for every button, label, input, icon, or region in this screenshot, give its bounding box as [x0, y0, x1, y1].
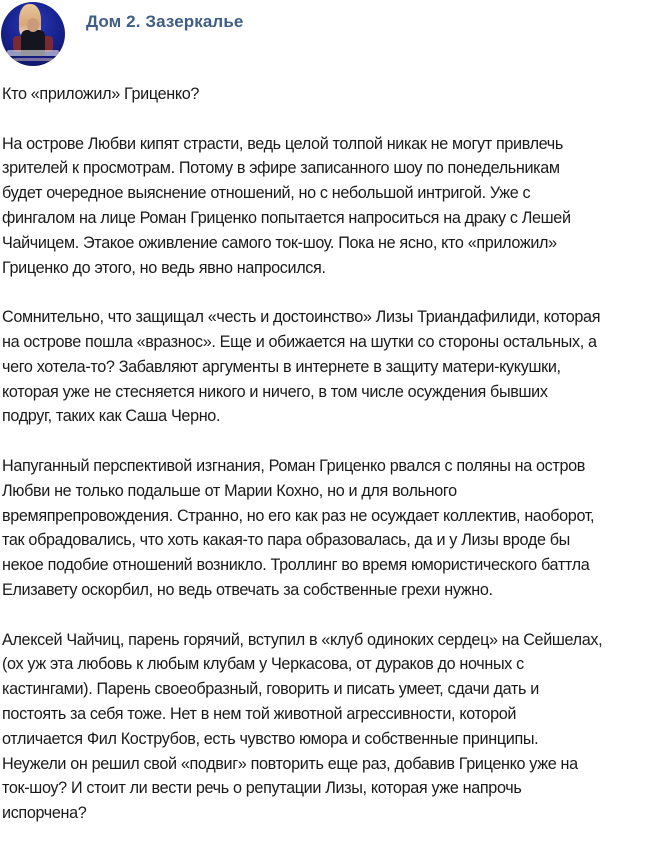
text-line: постоять за себя тоже. Нет в нем той животной агрессивности, которой: [2, 704, 517, 723]
text-line: испорчена?: [2, 804, 87, 823]
post-paragraph: [2, 132, 668, 281]
text-line: Елизавету оскорбил, но ведь отвечать за собственные грехи нужно.: [2, 580, 493, 599]
text-line: Неужели он решил свой «подвиг» повторить еще раз, добавив Гриценко уже на: [2, 754, 578, 773]
text-line: Алексей Чайчиц, парень горячий, вступил в «клуб одиноких сердец» на Сейшелах,: [2, 630, 603, 649]
text-line: подруг, таких как Саша Черно.: [2, 407, 221, 426]
text-line: (ох уж эта любовь к любым клубам у Черкасова, от дураков до ночных с: [2, 655, 524, 674]
text-line: Гриценко до этого, но ведь явно напросился.: [2, 258, 326, 277]
text-line: Напуганный перспективой изгнания, Роман Гриценко рвался с поляны на остров: [2, 456, 586, 475]
text-line: времяпрепровождения. Странно, но его как раз не осуждает коллектив, наоборот,: [2, 506, 595, 525]
text-line: чего хотела-то? Забавляют аргументы в интернете в защиту матери-кукушки,: [2, 357, 561, 376]
group-avatar[interactable]: [1, 2, 65, 66]
text-line: кастингами). Парень своеобразный, говорить и писать умеет, сдачи дать и: [2, 680, 539, 699]
text-line: некое подобие отношений возникло. Троллинг во время юмористического баттла: [2, 556, 590, 575]
avatar-image-caption: [13, 58, 53, 61]
text-line: Любви не только подальше от Марии Кохно, но и для вольного: [2, 481, 457, 500]
avatar-image-figure: [27, 18, 39, 32]
text-line: так обрадовались, что хоть какая-то пара образовалась, да и у Лизы вроде бы: [2, 531, 570, 550]
text-line: отличается Фил Кострубов, есть чувство юмора и собственные принципы.: [2, 729, 539, 748]
group-name-link[interactable]: Дом 2. Зазеркалье: [86, 12, 244, 31]
post-paragraph: [2, 305, 668, 429]
text-line: Сомнительно, что защищал «честь и достоинство» Лизы Триандафилиди, которая: [2, 308, 601, 327]
text-line: которая уже не стесняется никого и ничего, в том числе осуждения бывших: [2, 382, 548, 401]
text-line: ток-шоу? И стоит ли вести речь о репутации Лизы, которая уже напрочь: [2, 779, 522, 798]
text-line: будет очередное выяснение отношений, но с небольшой интригой. Уже с: [2, 184, 531, 203]
text-line: на острове пошла «вразнос». Еще и обижается на шутки со стороны остальных, а: [2, 332, 597, 351]
post-paragraph: [2, 628, 668, 826]
post-paragraph: [2, 454, 668, 603]
text-line: Чайчицем. Этакое оживление самого ток-шоу. Пока не ясно, кто «приложил»: [2, 233, 557, 252]
post-header: [0, 0, 670, 66]
text-line: зрителей к просмотрам. Потому в эфире записанного шоу по понедельникам: [2, 159, 560, 178]
text-line: фингалом на лице Роман Гриценко попытается напроситься на драку с Лешей: [2, 208, 571, 227]
text-line: На острове Любви кипят страсти, ведь целой толпой никак не могут привлечь: [2, 134, 563, 153]
avatar-image-caption: [7, 50, 59, 56]
post-text: [2, 82, 668, 851]
post-title: Кто «приложил» Гриценко?: [2, 85, 200, 103]
